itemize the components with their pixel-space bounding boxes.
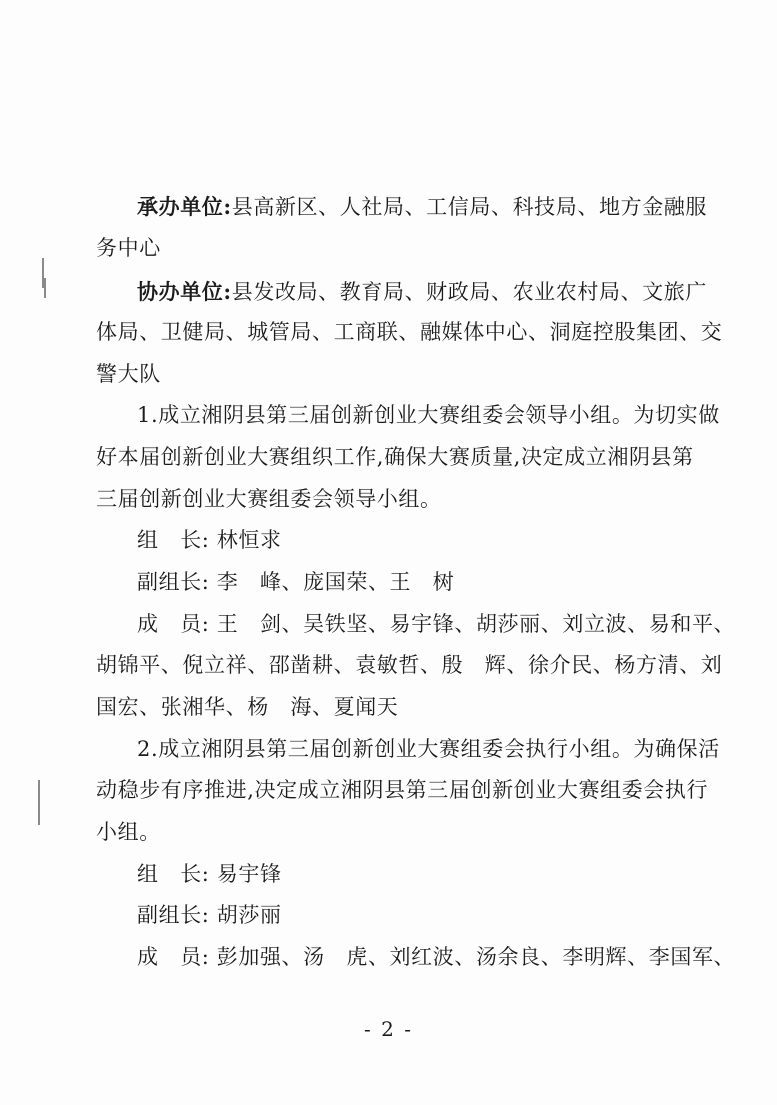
section2-paragraph-line-2: 动稳步有序推进,决定成立湘阴县第三届创新创业大赛组委会执行 bbox=[96, 778, 709, 802]
section1-members-line-2: 胡锦平、倪立祥、邵凿耕、袁敏哲、殷 辉、徐介民、杨方清、刘 bbox=[96, 653, 723, 677]
section1-paragraph-line-1: 1.成立湘阴县第三届创新创业大赛组委会领导小组。为切实做 bbox=[137, 403, 720, 427]
section1-leader: 组 长: 林恒求 bbox=[137, 528, 282, 552]
section2-deputy: 副组长: 胡莎丽 bbox=[137, 903, 282, 927]
cohost-units-line-1 bbox=[137, 281, 707, 303]
section2-leader: 组 长: 易宇锋 bbox=[137, 862, 282, 886]
section1-members-line-1: 成 员: 王 剑、吴铁坚、易宇锋、胡莎丽、刘立波、易和平、 bbox=[137, 612, 736, 636]
section2-paragraph-line-3: 小组。 bbox=[96, 820, 161, 844]
section2-members-line-1: 成 员: 彭加强、汤 虎、刘红波、汤余良、李明辉、李国军、 bbox=[137, 945, 736, 969]
host-units-label: 承办单位: bbox=[137, 194, 232, 219]
page-number: - 2 - bbox=[364, 1017, 413, 1041]
host-units-text: 县高新区、人社局、工信局、科技局、地方金融服 bbox=[231, 195, 707, 219]
cohost-units-line-2: 体局、卫健局、城管局、工商联、融媒体中心、洞庭控股集团、交 bbox=[96, 320, 723, 344]
host-units-line-2: 务中心 bbox=[96, 236, 161, 260]
section1-paragraph-line-2: 好本届创新创业大赛组织工作,确保大赛质量,决定成立湘阴县第 bbox=[96, 445, 694, 469]
cohost-units-line-3: 警大队 bbox=[96, 362, 161, 386]
section1-members-line-3: 国宏、张湘华、杨 海、夏闻天 bbox=[96, 695, 399, 719]
section2-paragraph-line-1: 2.成立湘阴县第三届创新创业大赛组委会执行小组。为确保活 bbox=[137, 737, 720, 761]
section1-deputy: 副组长: 李 峰、庞国荣、王 树 bbox=[137, 570, 455, 594]
scan-mark bbox=[38, 780, 40, 825]
cohost-units-text: 县发改局、教育局、财政局、农业农村局、文旅广 bbox=[231, 280, 707, 304]
host-units-line-1 bbox=[137, 196, 707, 218]
scan-mark bbox=[44, 278, 46, 298]
section1-paragraph-line-3: 三届创新创业大赛组委会领导小组。 bbox=[96, 487, 442, 511]
cohost-units-label: 协办单位: bbox=[137, 279, 232, 304]
